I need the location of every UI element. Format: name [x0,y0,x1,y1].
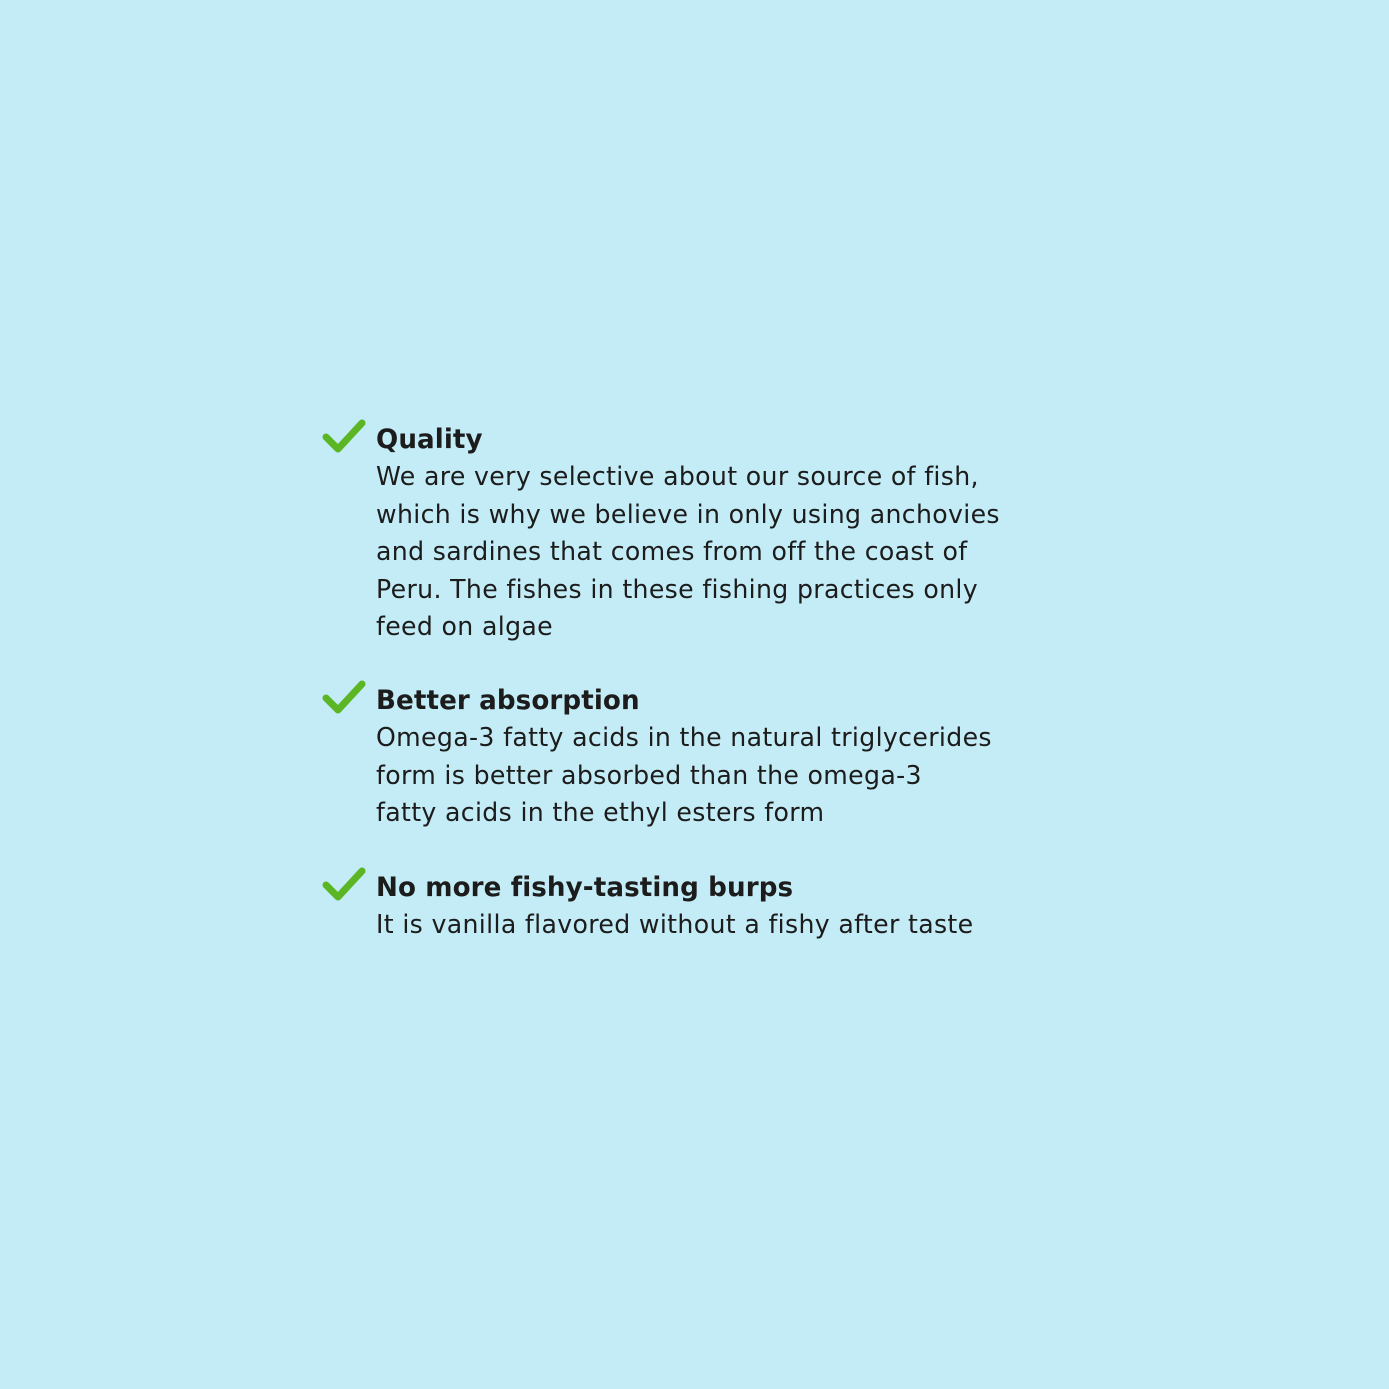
feature-text-line: We are very selective about our source of fish, [376,462,979,492]
feature-text-line: and sardines that comes from off the coast of [376,537,968,568]
feature-title: Quality [376,424,483,455]
feature-text-line: feed on algae [376,612,554,643]
feature-text-line: Omega-3 fatty acids in the natural triglycerides [376,723,992,753]
feature-text-line: Peru. The fishes in these fishing practices only [376,574,978,605]
feature-text-line: which is why we believe in only using anchovies [376,499,1000,530]
checkmark-icon [322,865,366,905]
feature-better-absorption [322,682,1082,833]
checkmark-icon [322,417,366,457]
feature-quality [322,421,1082,647]
feature-text-line: fatty acids in the ethyl esters form [376,798,825,829]
feature-text-line: It is vanilla flavored without a fishy after taste [376,910,974,940]
feature-text-line: form is better absorbed than the omega-3 [376,760,922,791]
feature-title: No more fishy-tasting burps [376,872,794,903]
feature-no-fishy-burps [322,869,1082,945]
checkmark-icon [322,678,366,718]
feature-title: Better absorption [376,685,640,716]
